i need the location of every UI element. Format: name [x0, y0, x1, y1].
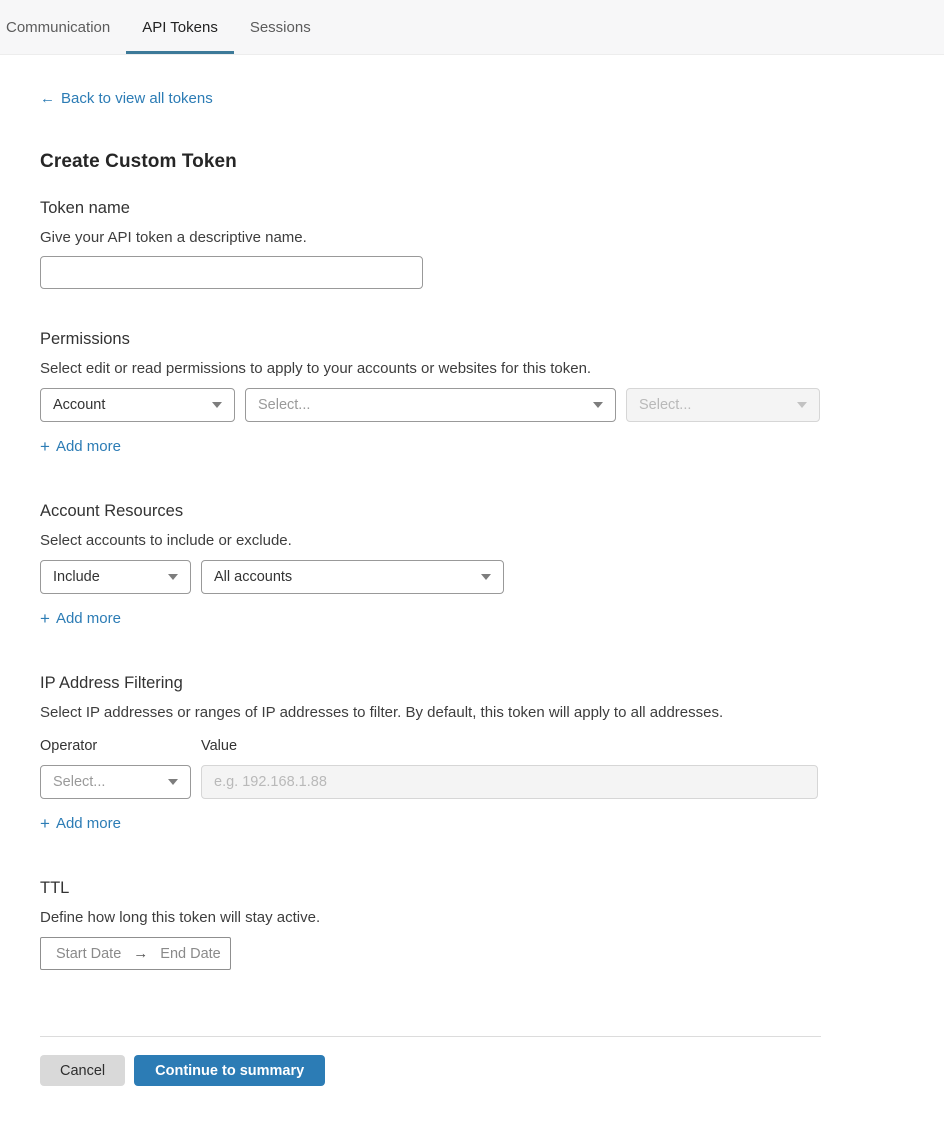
resource-mode-value: Include: [53, 569, 100, 585]
tab-sessions[interactable]: Sessions: [249, 18, 311, 36]
plus-icon: +: [40, 437, 50, 456]
permission-scope-select[interactable]: [40, 388, 235, 422]
token-name-input[interactable]: [40, 256, 423, 289]
ip-filtering-labels: [40, 738, 821, 754]
footer-divider: [40, 1036, 821, 1037]
back-link[interactable]: [40, 90, 213, 107]
account-resources-section: [40, 502, 821, 629]
ip-filtering-description: Select IP addresses or ranges of IP addresses to filter. By default, this token will apply to all addresses.: [40, 704, 724, 721]
value-label: Value: [201, 738, 238, 754]
permission-level-select: [626, 388, 820, 422]
ip-filtering-row: [40, 765, 821, 799]
add-more-label: Add more: [55, 815, 121, 832]
account-resources-heading: Account Resources: [40, 502, 184, 520]
page-title: Create Custom Token: [40, 151, 237, 172]
ttl-description: Define how long this token will stay active.: [40, 909, 321, 926]
ip-filtering-add-more-link[interactable]: [40, 815, 121, 832]
token-name-description: Give your API token a descriptive name.: [40, 229, 307, 246]
ip-operator-placeholder: Select...: [53, 774, 106, 790]
chevron-down-icon: [797, 402, 807, 408]
token-name-heading: Token name: [40, 199, 130, 217]
permission-level-placeholder: Select...: [639, 397, 692, 413]
plus-icon: +: [40, 609, 50, 628]
ttl-date-range-picker[interactable]: [40, 937, 231, 970]
account-resources-description: Select accounts to include or exclude.: [40, 532, 292, 549]
ip-filtering-heading: IP Address Filtering: [40, 674, 183, 692]
permission-group-placeholder: Select...: [258, 397, 311, 413]
permission-group-select[interactable]: [245, 388, 616, 422]
arrow-left-icon: ←: [40, 90, 55, 107]
permissions-add-more-link[interactable]: [40, 438, 121, 455]
continue-to-summary-button[interactable]: Continue to summary: [134, 1055, 325, 1086]
arrow-right-icon: →: [133, 945, 149, 962]
ttl-heading: TTL: [40, 879, 70, 897]
chevron-down-icon: [481, 574, 491, 580]
operator-label: Operator: [40, 738, 98, 754]
token-name-section: [40, 199, 821, 289]
permissions-section: [40, 330, 821, 457]
add-more-label: Add more: [55, 610, 121, 627]
cancel-button[interactable]: Cancel: [40, 1055, 125, 1086]
tab-communication[interactable]: Communication: [6, 18, 111, 36]
chevron-down-icon: [168, 574, 178, 580]
chevron-down-icon: [593, 402, 603, 408]
resource-accounts-value: All accounts: [214, 569, 293, 585]
main-content: [0, 55, 861, 1123]
permission-scope-value: Account: [53, 397, 106, 413]
chevron-down-icon: [212, 402, 222, 408]
resource-mode-select[interactable]: [40, 560, 191, 594]
resource-accounts-select[interactable]: [201, 560, 504, 594]
add-more-label: Add more: [55, 438, 121, 455]
ip-operator-select[interactable]: [40, 765, 191, 799]
tab-api-tokens[interactable]: API Tokens: [126, 0, 234, 54]
permissions-heading: Permissions: [40, 330, 130, 348]
end-date-placeholder: End Date: [160, 945, 221, 962]
start-date-placeholder: Start Date: [56, 945, 122, 962]
ip-filtering-section: [40, 674, 821, 834]
account-resources-row: [40, 560, 821, 594]
account-resources-add-more-link[interactable]: [40, 610, 121, 627]
chevron-down-icon: [168, 779, 178, 785]
footer-buttons: [40, 1055, 821, 1123]
tab-bar: [0, 0, 944, 55]
back-link-label: Back to view all tokens: [61, 90, 213, 107]
plus-icon: +: [40, 814, 50, 833]
permissions-row: [40, 388, 821, 422]
permissions-description: Select edit or read permissions to apply to your accounts or websites for this token.: [40, 360, 592, 377]
ttl-section: [40, 879, 821, 970]
ip-value-input: [201, 765, 818, 799]
